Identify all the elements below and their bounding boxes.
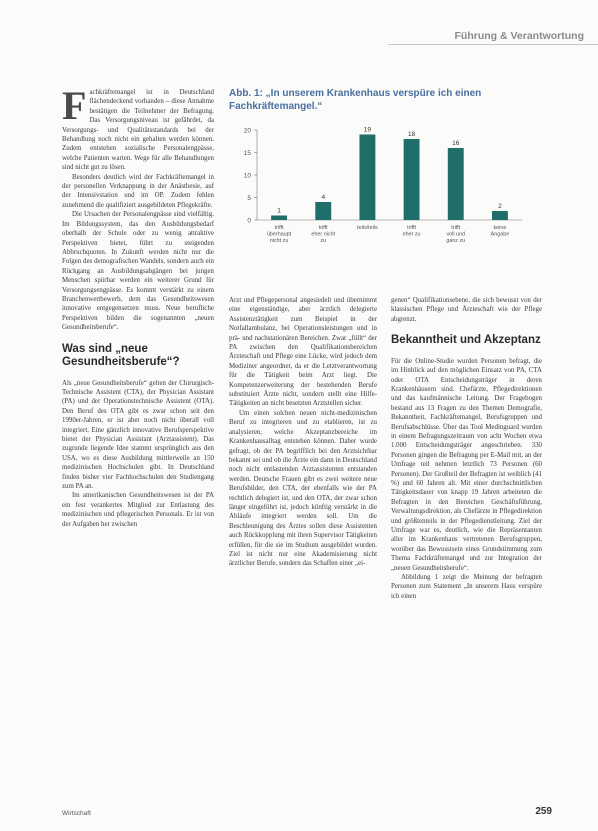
category-label: teils/teils (357, 225, 378, 231)
category-label: trifft eher zu (402, 225, 421, 238)
header-rule (388, 44, 598, 45)
column-3 (391, 296, 542, 601)
col2-paragraph-1: Arzt und Pflegepersonal angesiedelt und übernimmt eine eigenständige, aber ärztlich delegierte Assistenztätigkeit zum Beispiel in der Notfallambulanz, bei Operationsleistungen und in prä- und nachstationären Bereichen. Zwar „füllt“ der PA zwischen den Qualifikationsbereichen Ärzteschaft und Pflege eine Lücke, wird jedoch dem Mediziner angeordnet, da er die Letztverantwortung für die Tätigkeit beim Arzt liegt. Die Kompetenzerweiterung der bestehenden Berufe substituiert Ärzte nicht, sondern stellt eine Hilfe-Tätigkeiten an nicht besetzten Arztstellen sicher. (229, 297, 377, 408)
bar (404, 139, 420, 220)
bar-chart (229, 118, 539, 288)
col1-paragraph-4: Als „neue Gesundheitsberufe“ gelten der Chirurgisch-Technische Assistent (CTA), der Physician Assistant (PA) und der Operationstechnische Assistent (OTA). Den Beruf des OTA gibt es zwar schon seit den 1990er-Jahren, er ist aber noch nicht überall voll integriert. Eine gänzlich innovative Berufsperspektive bietet der Physician Assistant (Arztassistent). Das zugrunde liegende Idee stammt ursprünglich aus den USA, wo es diese Ausbildung mittlerweile an 150 medizinischen Hochschulen gibt. In Deutschland finden bisher vier Fachhochschulen den Studiengang zum PA an. (62, 379, 214, 491)
category-label: trifft überhaupt nicht zu (266, 225, 292, 244)
bar (271, 216, 287, 221)
data-label: 16 (452, 140, 460, 147)
data-label: 18 (407, 131, 416, 138)
col1-paragraph-1: achkräftemangel ist in Deutschland flächendeckend vorhanden – diese Annahme bestätigen die Teilnehmer der Befragung. Das Versorgungsniveau ist gefährdet, da Versorgungs- und Qualitätsstandards bei der Behandlung noch nicht ein gehalten werden können. Zudem entstehen sozialische Personalengpässe, welche Patienten warten. Wege für alle Behandlungen sind nicht gut zu lösen. (62, 89, 214, 172)
y-tick-label: 10 (243, 172, 251, 180)
column-2 (229, 296, 377, 569)
page-number: 259 (535, 806, 552, 817)
bar (315, 202, 331, 220)
y-tick-label: 0 (247, 217, 251, 225)
figure-caption: Abb. 1: „In unserem Krankenhaus verspüre ich einen Fachkräftemangel.“ (229, 88, 482, 112)
category-label: trifft voll und ganz zu (446, 225, 466, 244)
bar (492, 211, 508, 220)
column-1 (62, 83, 214, 529)
data-label: 2 (498, 203, 502, 210)
data-label: 19 (363, 126, 372, 134)
category-label: trifft eher nicht zu (311, 225, 336, 244)
subheading-new-professions: Was sind „neue Gesundheitsberufe“? (62, 342, 180, 369)
col1-paragraph-5: Im amerikanischen Gesundheitswesen ist der PA ein fest verankertes Mitglied zur Entlastung des medizinischen und pflegerischen Personals. Er ist von der Aufgaben her zwischen (62, 492, 214, 528)
y-tick-label: 20 (243, 127, 251, 135)
subheading-awareness: Bekanntheit und Akzeptanz (391, 334, 541, 347)
header-section-title: Führung & Verantwortung (454, 30, 584, 42)
bar (359, 135, 375, 221)
col1-paragraph-2: Besonders deutlich wird der Fachkräftemangel in der personellen Verknappung in der Anästhesie, auf der Intensivstation und im OP. Zudem fehlen zunehmend die qualifiziert ausgebildeten Pflegekräfte. (62, 173, 214, 209)
col3-paragraph-3: Abbildung 1 zeigt die Meinung der befragten Personen zum Statement „In unserem Haus verspüre ich einen (391, 574, 542, 600)
bar (448, 148, 464, 220)
y-tick-label: 15 (243, 150, 251, 157)
drop-cap: F (62, 83, 87, 128)
y-tick-label: 5 (247, 195, 251, 202)
data-label: 1 (277, 207, 281, 215)
col3-paragraph-1: genen“ Qualifikationsebene, die sich bewusst von der klassischen Pflege und Ärzteschaft wie der Pflege abgrenzt. (391, 297, 542, 323)
data-label: 4 (321, 194, 326, 201)
col1-paragraph-3: Die Ursachen der Personalengpässe sind vielfältig. Im Bildungssystem, das den Ausbildungsbedarf oberhalb der Schule oder zu wenig attraktive Perspektiven bietet, führt zu steigenden Abbruchquoten. In Zukunft werden nicht nur die Folgen des demografischen Wandels, sondern auch ein Rückgang an Ausbildungsabgängen bei jungen Menschen spürbar werden ein weiterer Grund für Versorgungsengpässe. Es kommt verstärkt zu einem Branchenwettbewerb, dem das Gesundheitswesen innovative entgegensetzen muss. Neue berufliche Perspektiven bilden die sogenannten „neuen Gesundheitsberufe“. (62, 211, 214, 332)
footer-journal: Wirtschaft (62, 810, 91, 817)
col2-paragraph-2: Um einen solchen neuen nicht-medizinischen Beruf zu integrieren und zu etablieren, ist zu analysieren, welche Akzeptanzbereiche im Krankenhausalltag entstehen können. Daher wurde gefragt, ob der PA begrifflich bei den Arztsichtbar bekannt sei und ob die Ärzte ein dann in Deutschland noch nicht entlastenden Arztassistenten entstanden werden. Deutsche Frauen gibt es zwei weitere neue Berufsbilder, den CTA, der ebenfalls wie der PA rechtlich delegiert ist, und den OTA, der zwar schon länger eingeführt ist, jedoch künftig verstärkt in die Abläufe integriert werden soll. Um die Beschleunigung des Ärztes sollen diese Assistenten auch Rückkopplung mit ihren Supervisor Tätigkeiten erfüllen, für die sie im Studium ausgebildet wurden. Ziel ist nicht nur eine Akademisierung nicht ärztlicher Berufe, sondern das Schaffen einer „ei- (229, 409, 377, 568)
category-label: keine Angabe (490, 225, 510, 238)
col3-paragraph-2: Für die Online-Studie wurden Personen befragt, die im Hinblick auf den möglichen Einsatz von PA, CTA oder OTA Entscheidungsträger in deren Krankenhäusern sind. Chefärzte, Pflegedirektionen und das kaufmännische Leitung. Der Fragebogen bestand aus 13 Fragen zu den Themen Demografie, Bekanntheit, Fachkräftemangel, Berufsgruppen und Berufsabschlüsse. Über das Tool Medinguard wurden in einem Befragungszeitraum von acht Wochen etwa 1.000 Entscheidungsträger angeschrieben. 330 Personen gingen die Befragung per E-Mail mit, an der Umfrage teil nehmen letztlich 73 Personen (60 Personen). Der Großteil der Befragten ist weiblich (41 %) und 60 Jahren alt. Mit einer durchschnittlichen Tätigkeitsdauer von knapp 19 Jahren arbeiteten die Befragten in den Bereichen Geschäftsführung, Verwaltungsdirektion, als Chefärzte in Pflegedirektion und größtenteils in der Pflegedienstleitung. Ziel der Umfrage war es, deutlich, wie die Repräsentanten aller im Krankenhaus vertretenen Berufsgruppen, worüber das Bewusstsein eines Grundstimmung zum Thema Fachkräftemangel und zur Integration der „neuen Gesundheitsberufe“. (391, 357, 542, 572)
